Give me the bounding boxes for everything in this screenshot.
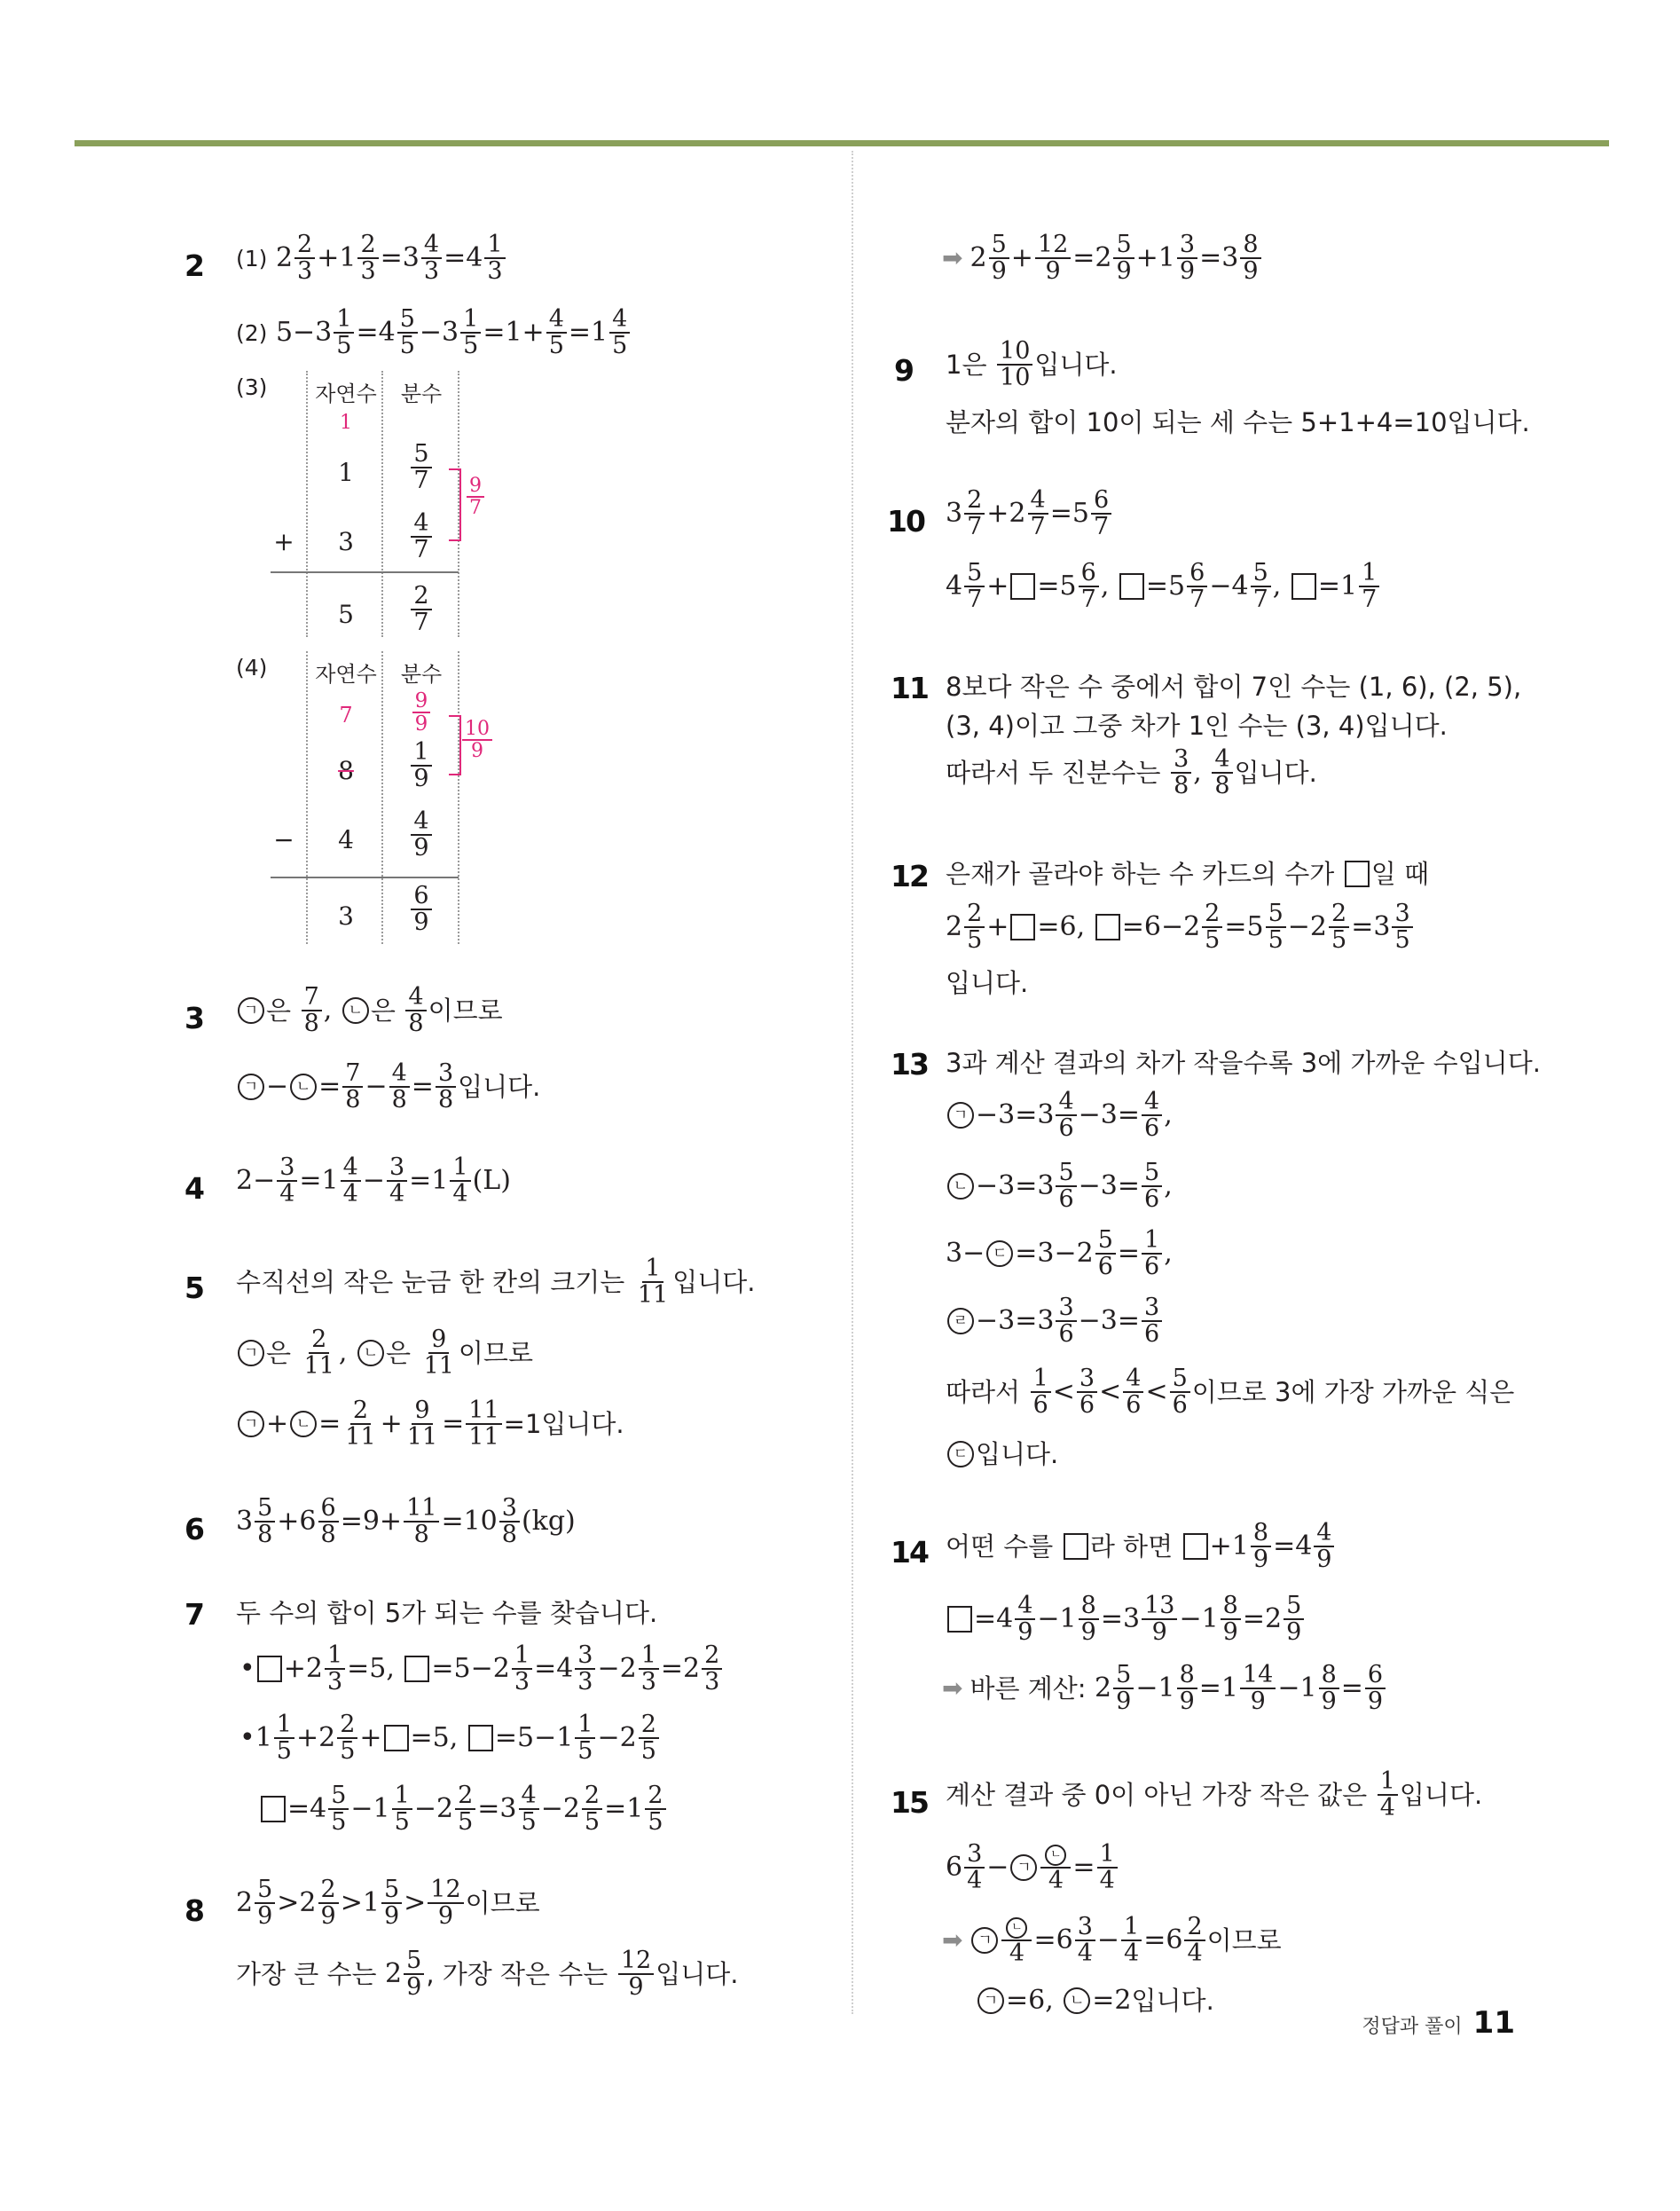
problem-13-line-3: ㄴ −3=3 5 6 −3= 5 6 , bbox=[946, 1161, 1173, 1213]
label-4: (4) bbox=[236, 655, 268, 681]
page-number: 11 bbox=[1472, 2005, 1515, 2041]
problem-number: 3 bbox=[184, 1001, 203, 1035]
problem-number: 6 bbox=[184, 1512, 203, 1546]
problem-3-line-2: ㄱ − ㄴ = 7 8 − 4 8 = 3 8 입니다. bbox=[236, 1061, 540, 1113]
problem-number: 7 bbox=[184, 1597, 203, 1632]
footer-label: 정답과 풀이 bbox=[1362, 2016, 1463, 2038]
problem-number: 13 bbox=[891, 1047, 928, 1082]
problem-number: 11 bbox=[891, 671, 928, 705]
problem-3-line-1: ㄱ 은 7 8 , ㄴ 은 4 8 이므로 bbox=[236, 985, 503, 1037]
column-divider bbox=[852, 151, 853, 2014]
problem-14-line-1: 어떤 수를 라 하면 +1 8 9 =4 4 9 bbox=[946, 1521, 1336, 1573]
problem-number: 10 bbox=[887, 504, 924, 539]
vertical-subtraction-table: 자연수 분수 7 $\frac{9}{9}$ 8 $\frac{1}{9}$ $\frac{10}{9}$ − 4 $\frac{4}{9}$ 3 $\frac{6}{9}$ bbox=[266, 651, 479, 944]
problem-13-line-4: 3− ㄷ =3−2 5 6 = 1 6 , bbox=[946, 1226, 1173, 1281]
problem-7-line-2: • +2 1 3 =5, =5−2 1 3 =4 3 3 −2 1 3 =2 2 3 bbox=[239, 1643, 724, 1696]
problem-number: 2 bbox=[184, 248, 203, 283]
problem-10-line-2: 4 5 7 + =5 6 7 , =5 6 7 −4 5 7 , =1 1 7 bbox=[946, 561, 1381, 613]
problem-15-line-2: 6 3 4 − ㄱ ㄴ 4 = 1 4 bbox=[946, 1842, 1119, 1894]
vertical-addition-table: 자연수 분수 1 1 $\frac{5}{7}$ + 3 $\frac{4}{7}$ $\frac{9}{7}$ 5 $\frac{2}{7}$ bbox=[266, 371, 470, 637]
problem-5-line-2: ㄱ 은 2 11 , ㄴ 은 9 11 이므로 bbox=[236, 1327, 533, 1380]
problem-12-line-1: 은재가 골라야 하는 수 카드의 수가 일 때 bbox=[946, 858, 1430, 889]
problem-7-line-4: =4 5 5 −1 1 5 −2 2 5 =3 4 5 −2 2 5 =1 2 5 bbox=[259, 1783, 668, 1836]
problem-12-line-2: 2 2 5 + =6, =6−2 2 5 =5 5 5 −2 2 5 =3 3 5 bbox=[946, 901, 1415, 954]
problem-5-line-3: ㄱ + ㄴ = 2 11 + 9 11 = $\frac{11}{11}$ =1입니다. bbox=[236, 1398, 624, 1451]
header-rule bbox=[75, 140, 1609, 146]
problem-2-line-2: (2) 5−3 1 5 =4 5 5 −3 1 5 =1+ 4 5 =1 4 5 bbox=[236, 307, 632, 359]
problem-number: 4 bbox=[184, 1171, 203, 1206]
problem-13-line-5: ㄹ −3=3 3 6 −3= 3 6 bbox=[946, 1295, 1164, 1348]
problem-13-line-1: 3과 계산 결과의 차가 작을수록 3에 가까운 수입니다. bbox=[946, 1048, 1541, 1078]
problem-number: 8 bbox=[184, 1893, 203, 1928]
label-3: (3) bbox=[236, 374, 268, 400]
problem-4-line-1: 2− 3 4 =1 4 4 − 3 4 =1 1 4 (L) bbox=[236, 1153, 511, 1208]
problem-6-line-1: 3 5 8 +6 6 8 =9+ 11 8 =10 3 8 (kg) bbox=[236, 1494, 576, 1549]
problem-10-line-1: 3 2 7 +2 4 7 =5 6 7 bbox=[946, 488, 1113, 540]
problem-8-line-2: 가장 큰 수는 2 5 9 , 가장 작은 수는 12 9 입니다. bbox=[236, 1947, 739, 2002]
problem-15-line-3: ➡ ㄱ ㄴ 4 =6 3 4 − 1 4 =6 2 4 이므로 bbox=[942, 1913, 1282, 1968]
problem-number: 12 bbox=[891, 859, 928, 893]
problem-15-line-4: ㄱ =6, ㄴ =2 입니다. bbox=[976, 1987, 1214, 2014]
problem-14-line-3: ➡ 바른 계산: 2 5 9 −1 8 9 =1 14 9 −1 8 9 = 6 9 bbox=[942, 1663, 1387, 1715]
problem-5-line-1: 수직선의 작은 눈금 한 칸의 크기는 1 11 입니다. bbox=[236, 1255, 756, 1310]
problem-2-line-1: (1) 2 2 3 +1 2 3 =3 4 3 =4 1 3 bbox=[236, 232, 507, 285]
problem-number: 5 bbox=[184, 1271, 203, 1305]
problem-9-line-2: 분자의 합이 10이 되는 세 수는 5+1+4=10입니다. bbox=[946, 407, 1530, 437]
problem-13-line-6: 따라서 1 6 < 3 6 < 4 6 < 5 6 이므로 3에 가장 가까운 식은 bbox=[946, 1365, 1515, 1420]
problem-9-line-1: 1은 10 10 입니다. bbox=[946, 337, 1118, 392]
problem-11-line-3: 따라서 두 진분수는 3 8 , 4 8 입니다. bbox=[946, 745, 1317, 800]
problem-8-line-1: 2 5 9 >2 2 9 >1 5 9 > 12 9 이므로 bbox=[236, 1876, 540, 1931]
problem-11-line-1: 8보다 작은 수 중에서 합이 7인 수는 (1, 6), (2, 5), bbox=[946, 672, 1522, 702]
problem-number: 9 bbox=[894, 353, 913, 388]
problem-14-line-2: =4 4 9 −1 8 9 =3 13 9 −1 8 9 =2 5 9 bbox=[946, 1593, 1306, 1646]
problem-12-line-3: 입니다. bbox=[946, 968, 1029, 998]
problem-7-line-1: 두 수의 합이 5가 되는 수를 찾습니다. bbox=[236, 1598, 658, 1628]
problem-8-continuation: ➡ 2 5 9 + 12 9 =2 5 9 +1 3 9 =3 8 9 bbox=[942, 232, 1263, 285]
problem-11-line-2: (3, 4)이고 그중 차가 1인 수는 (3, 4)입니다. bbox=[946, 711, 1448, 741]
problem-7-line-3: •1 1 5 +2 2 5 + =5, =5−1 1 5 −2 2 5 bbox=[239, 1712, 661, 1765]
problem-15-line-1: 계산 결과 중 0이 아닌 가장 작은 값은 1 4 입니다. bbox=[946, 1767, 1483, 1822]
problem-13-line-2: ㄱ −3=3 4 6 −3= 4 6 , bbox=[946, 1090, 1173, 1142]
page-footer bbox=[1362, 2005, 1515, 2041]
problem-13-line-7: ㄷ 입니다. bbox=[946, 1441, 1058, 1467]
problem-number: 14 bbox=[891, 1535, 928, 1570]
problem-number: 15 bbox=[891, 1785, 928, 1820]
